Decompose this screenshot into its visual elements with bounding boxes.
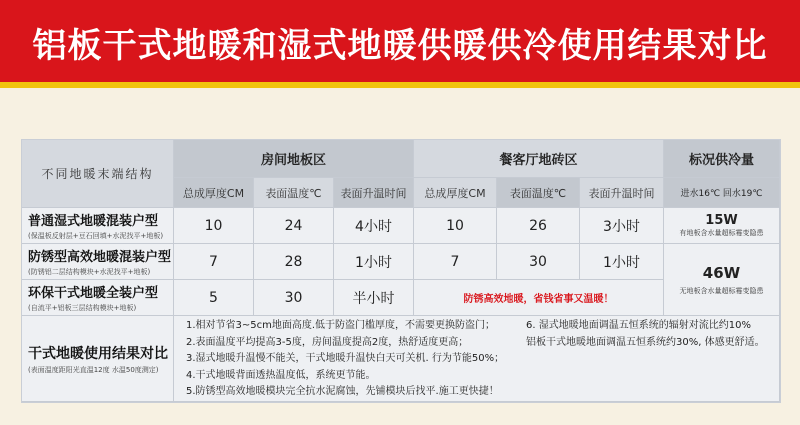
r3-room-time: 半小时 xyxy=(334,280,414,316)
r2-dining-time: 1小时 xyxy=(580,244,664,280)
r3-room-thickness: 5 xyxy=(174,280,254,316)
corner-label: 不同地暖末端结构 xyxy=(41,167,154,181)
row-subtitle-1: (保温板反射层+豆石回填+水泥找平+地板) xyxy=(28,232,164,240)
col-dining-rise-time: 表面升温时间 xyxy=(580,178,664,208)
r1-room-temp: 24 xyxy=(254,208,334,244)
r3-room-temp: 30 xyxy=(254,280,334,316)
status-sub-header: 进水16℃ 回水19℃ xyxy=(664,178,780,208)
col-dining-thickness: 总成厚度CM xyxy=(414,178,497,208)
note-5: 5.防锈型高效地暖模块完全抗水泥腐蚀，先铺模块后找平.施工更快捷！ xyxy=(186,386,499,397)
status-bottom xyxy=(664,244,780,316)
r1-dining-thickness: 10 xyxy=(414,208,497,244)
row-title-1: 普通湿式地暖混装户型 xyxy=(28,214,159,229)
r1-room-thickness: 10 xyxy=(174,208,254,244)
col-dining-surface-temp: 表面温度℃ xyxy=(497,178,580,208)
row-title-2: 防锈型高效地暖混装户型 xyxy=(28,250,172,265)
group-dining-header xyxy=(414,140,664,178)
row-label-3 xyxy=(22,280,174,316)
group-dining-label: 餐客厅地砖区 xyxy=(499,153,578,168)
r2-room-temp: 28 xyxy=(254,244,334,280)
group-status-label: 标况供冷量 xyxy=(688,153,754,168)
col-room-rise-time: 表面升温时间 xyxy=(334,178,414,208)
note-6: 6. 湿式地暖地面调温五恒系统的辐射对流比约10% xyxy=(526,320,751,331)
r2-room-thickness: 7 xyxy=(174,244,254,280)
r2-dining-temp: 30 xyxy=(497,244,580,280)
r1-dining-time: 3小时 xyxy=(580,208,664,244)
group-status-header xyxy=(664,140,780,178)
col-room-surface-temp: 表面温度℃ xyxy=(254,178,334,208)
r1-dining-temp: 26 xyxy=(497,208,580,244)
group-room-header xyxy=(174,140,414,178)
summary-label xyxy=(22,316,174,402)
row-label-2 xyxy=(22,244,174,280)
status-bottom-value: 46W xyxy=(702,263,741,282)
summary-title: 干式地暖使用结果对比 xyxy=(28,345,168,362)
row-subtitle-3: (自流平+铝板三层结构模块+地板) xyxy=(28,304,137,312)
summary-notes xyxy=(186,318,765,400)
note-3: 3.湿式地暖升温慢不能关，干式地暖升温快白天可关机. 行为节能50%； xyxy=(186,353,505,364)
r1-room-time: 4小时 xyxy=(334,208,414,244)
title-banner xyxy=(0,0,800,88)
note-1: 1.相对节省3~5cm地面高度.低于防盗门槛厚度，不需要更换防盗门； xyxy=(186,320,496,331)
status-top-value: 15W xyxy=(705,213,738,228)
summary-subtitle: (表面温度距阳光直温12度 水温50度测定) xyxy=(28,365,159,374)
corner-header xyxy=(22,140,174,208)
status-top xyxy=(664,208,780,244)
page-title: 铝板干式地暖和湿式地暖供暖供冷使用结果对比 xyxy=(32,26,768,66)
note-4: 4.干式地暖背面透热温度低，系统更节能。 xyxy=(186,369,376,381)
row-subtitle-2: (防锈铝二层结构模块+水泥找平+地板) xyxy=(28,268,151,276)
notes-left xyxy=(186,318,516,401)
row-title-3: 环保干式地暖全装户型 xyxy=(28,286,159,301)
status-top-note: 有地板含水量超标霉变隐患 xyxy=(679,229,764,237)
r2-dining-thickness: 7 xyxy=(414,244,497,280)
note-2: 2.表面温度平均提高3-5度，房间温度提高2度，热舒适度更高； xyxy=(186,336,469,348)
promo-text: 防锈高效地暖，省钱省事又温暖！ xyxy=(463,294,614,305)
status-bottom-note: 无地板含水量超标霉变隐患 xyxy=(679,286,764,295)
col-room-thickness: 总成厚度CM xyxy=(174,178,254,208)
promo-cell xyxy=(414,280,664,316)
notes-right xyxy=(526,318,766,351)
r2-room-time: 1小时 xyxy=(334,244,414,280)
group-room-label: 房间地板区 xyxy=(260,153,326,168)
note-6b: 铝板干式地暖地面调温五恒系统约30%, 体感更舒适。 xyxy=(526,336,765,348)
row-label-1 xyxy=(22,208,174,244)
